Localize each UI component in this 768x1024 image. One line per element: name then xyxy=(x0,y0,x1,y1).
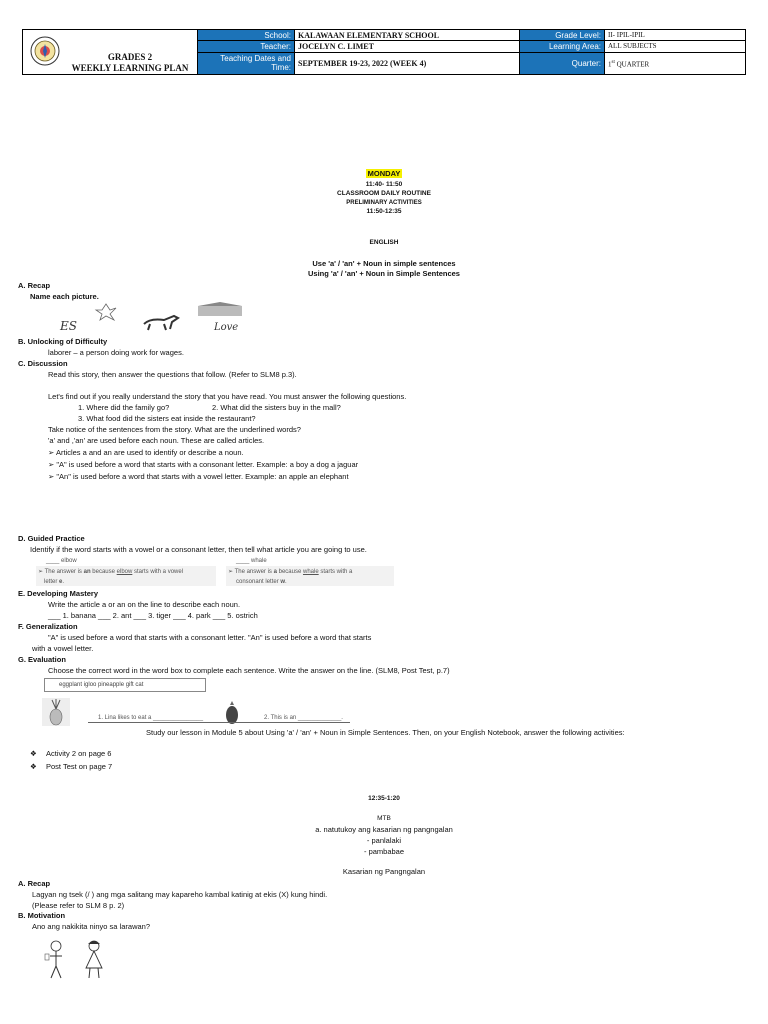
mtb-b-text: Ano ang nakikita ninyo sa larawan? xyxy=(32,922,150,931)
bullet-1: ➢ Articles a and an are used to identify or describe a noun. xyxy=(48,448,244,457)
mtb-objective-female: - pambabae xyxy=(363,847,405,856)
bullet-2: ➢ "A" is used before a word that starts with a consonant letter. Example: a boy a dog a jaguar xyxy=(48,460,359,469)
section-c-heading: C. Discussion xyxy=(18,359,68,368)
section-d-text: Identify if the word starts with a vowel or a consonant letter, then tell what article you are going to use. xyxy=(30,545,367,554)
quarter-value: 1st QUARTER xyxy=(605,52,746,75)
section-a-heading: A. Recap xyxy=(18,281,51,290)
teacher-value: JOCELYN C. LIMET xyxy=(295,41,520,52)
section-c-text2: Let's find out if you really understand the story that you have read. You must answer the following questions. xyxy=(48,392,407,401)
study-instruction: Study our lesson in Module 5 about Using 'a' / 'an' + Noun in Simple Sentences. Then, on your English Notebook, answer the following activities: xyxy=(146,728,625,737)
mtb-subject: MTB xyxy=(377,815,391,822)
section-d-heading: D. Guided Practice xyxy=(18,534,85,543)
routine-time: 11:40- 11:50 xyxy=(365,181,403,188)
mtb-time: 12:35-1:20 xyxy=(368,795,400,802)
header-table xyxy=(22,29,746,75)
section-e-items: ___ 1. banana ___ 2. ant ___ 3. tiger ___ 4. park ___ 5. ostrich xyxy=(48,611,258,620)
section-f-text2: with a vowel letter. xyxy=(32,644,94,653)
section-g-text: Choose the correct word in the word box to complete each sentence. Write the answer on the line. (SLM8, Post Test, p.7) xyxy=(48,666,450,675)
svg-text:ES: ES xyxy=(60,319,77,333)
bullet-3: ➢ "An" is used before a word that starts with a vowel letter. Example: an apple an elephant xyxy=(48,472,349,481)
activity-2: ❖ Post Test on page 7 xyxy=(30,762,113,771)
section-f-heading: F. Generalization xyxy=(18,622,78,631)
english-time: 11:50-12:35 xyxy=(366,208,402,215)
plan-grade-title: GRADES 2 xyxy=(107,52,153,62)
guided-word-1: ____ elbow xyxy=(46,558,77,564)
area-label: Learning Area: xyxy=(520,41,605,52)
preliminary-label: PRELIMINARY ACTIVITIES xyxy=(346,200,422,206)
recap-pictures xyxy=(54,302,266,334)
english-subject: ENGLISH xyxy=(369,239,399,246)
quarter-label: Quarter: xyxy=(520,52,605,75)
motivation-pictures xyxy=(42,938,112,980)
activity-1: ❖ Activity 2 on page 6 xyxy=(30,749,112,758)
plan-title: WEEKLY LEARNING PLAN xyxy=(71,63,189,73)
section-c-text3: Take notice of the sentences from the story. What are the underlined words? xyxy=(48,425,301,434)
pineapple-picture xyxy=(42,698,70,726)
evaluation-item-2: 2. This is an _____________. xyxy=(264,715,343,721)
section-c-text1: Read this story, then answer the questions that follow. (Refer to SLM8 p.3). xyxy=(48,370,297,379)
grade-value: II- IPIL-IPIL xyxy=(605,30,746,41)
mtb-objective: a. natutukoy ang kasarian ng pangngalan xyxy=(315,825,453,834)
routine-label: CLASSROOM DAILY ROUTINE xyxy=(337,190,431,197)
section-b-heading: B. Unlocking of Difficulty xyxy=(18,337,108,346)
section-b-text: laborer – a person doing work for wages. xyxy=(48,348,184,357)
english-objective: Use 'a' / 'an' + Noun in simple sentences xyxy=(312,259,456,268)
section-c-text4: 'a' and ,'an' are used before each noun. These are called articles. xyxy=(48,436,265,445)
guided-word-2: ____ whale xyxy=(236,558,267,564)
section-a-text: Name each picture. xyxy=(30,292,99,301)
mtb-b-heading: B. Motivation xyxy=(18,911,66,920)
section-e-heading: E. Developing Mastery xyxy=(18,589,99,598)
grade-label: Grade Level: xyxy=(520,30,605,41)
section-f-text1: "A" is used before a word that starts with a consonant letter. "An" is used before a word that starts xyxy=(48,633,372,642)
question-3: 3. What food did the sisters eat inside the restaurant? xyxy=(78,414,256,423)
question-2: 2. What did the sisters buy in the mall? xyxy=(212,403,341,412)
school-label: School: xyxy=(198,30,295,41)
svg-text:Love: Love xyxy=(214,322,239,333)
section-e-text: Write the article a or an on the line to describe each noun. xyxy=(48,600,241,609)
english-topic: Using 'a' / 'an' + Noun in Simple Sentences xyxy=(308,269,460,278)
evaluation-divider xyxy=(88,722,350,723)
mtb-topic: Kasarian ng Pangngalan xyxy=(342,867,426,876)
dates-value: SEPTEMBER 19-23, 2022 (WEEK 4) xyxy=(295,52,520,75)
mtb-a-text2: (Please refer to SLM 8 p. 2) xyxy=(32,901,125,910)
area-value: ALL SUBJECTS xyxy=(605,41,746,52)
mtb-a-heading: A. Recap xyxy=(18,879,51,888)
evaluation-item-1: 1. Lina likes to eat a _______________ xyxy=(98,715,204,721)
section-g-heading: G. Evaluation xyxy=(18,655,66,664)
day-label: MONDAY xyxy=(367,169,401,178)
word-box: eggplant igloo pineapple gift cat xyxy=(44,678,206,692)
question-1: 1. Where did the family go? xyxy=(78,403,170,412)
mtb-objective-male: - panlalaki xyxy=(366,836,402,845)
mtb-a-text1: Lagyan ng tsek (/ ) ang mga salitang may kapareho kambal katinig at ekis (X) kung hindi. xyxy=(32,890,328,899)
dates-label: Teaching Dates and Time: xyxy=(198,52,295,75)
school-value: KALAWAAN ELEMENTARY SCHOOL xyxy=(295,30,520,41)
teacher-label: Teacher: xyxy=(198,41,295,52)
